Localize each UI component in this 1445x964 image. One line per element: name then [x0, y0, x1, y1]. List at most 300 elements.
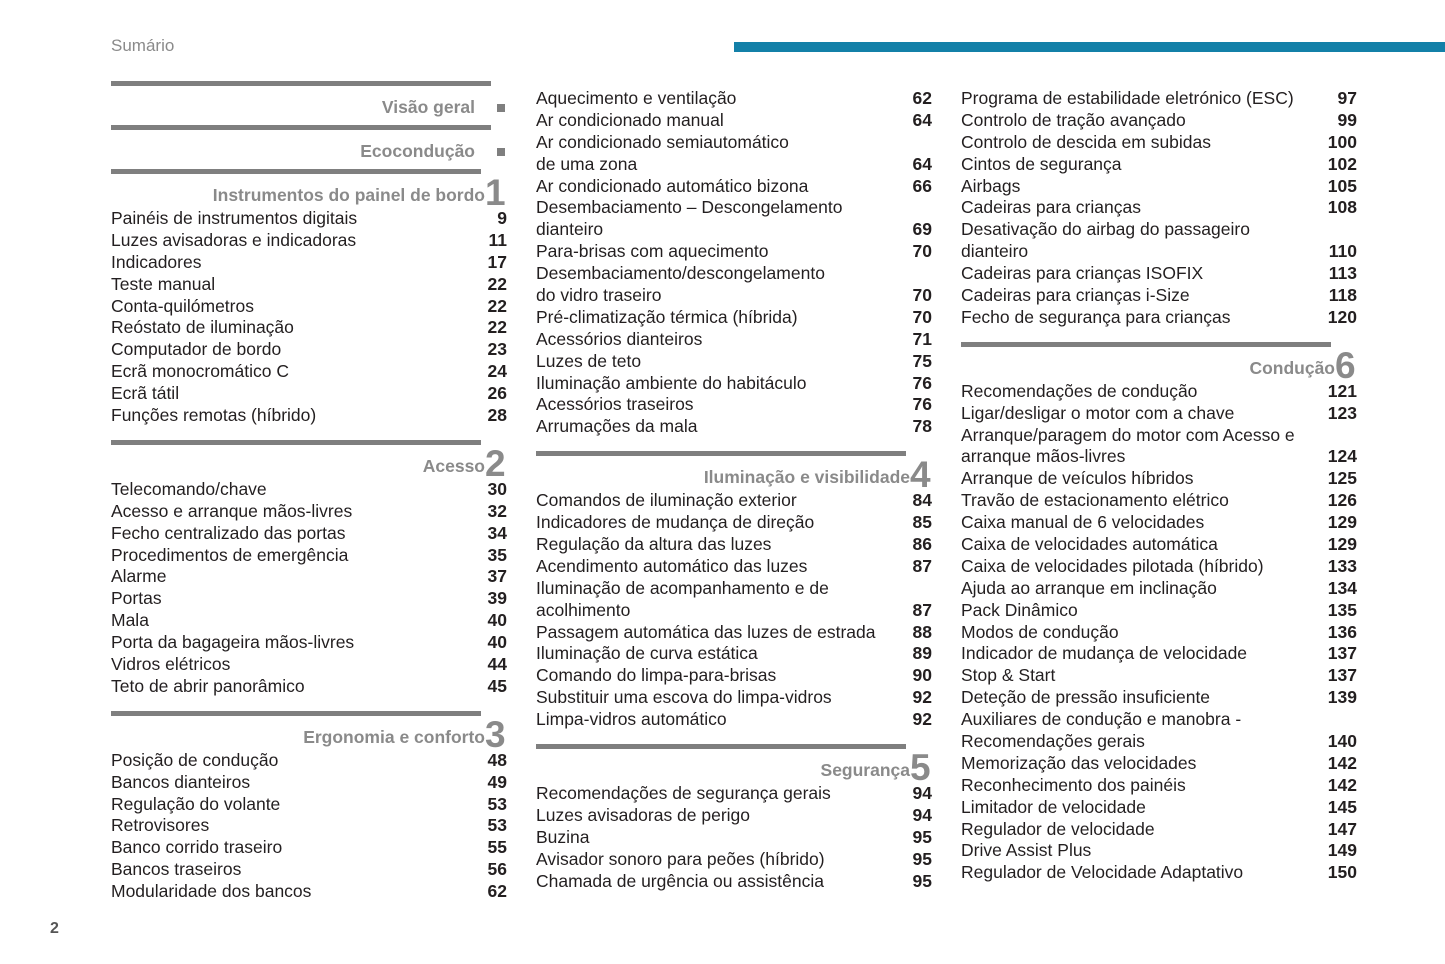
- toc-entry-page: 64: [912, 153, 932, 174]
- toc-entry-label: Cadeiras para crianças ISOFIX: [961, 263, 1204, 284]
- toc-entry-page: 78: [912, 416, 932, 437]
- toc-entry-label: Regulador de Velocidade Adaptativo: [961, 862, 1244, 883]
- toc-entry-label: Reóstato de iluminação: [111, 317, 294, 338]
- toc-entry[interactable]: [961, 490, 1357, 512]
- toc-entry-page: 94: [912, 783, 932, 804]
- toc-entry[interactable]: [961, 176, 1357, 198]
- toc-entry[interactable]: [536, 643, 932, 665]
- toc-entry-label: acolhimento: [536, 599, 631, 620]
- toc-entry-label: Pré-climatização térmica (híbrida): [536, 306, 798, 327]
- toc-entry-page: 71: [912, 328, 932, 349]
- toc-entry[interactable]: [536, 219, 932, 241]
- toc-entry[interactable]: [111, 501, 507, 523]
- toc-entry[interactable]: [961, 307, 1357, 329]
- toc-entry-label: Cadeiras para crianças: [961, 197, 1141, 218]
- section-heading-title: Acesso: [422, 455, 485, 476]
- toc-entry[interactable]: [961, 241, 1357, 263]
- toc-entry[interactable]: [111, 317, 507, 339]
- toc-entry[interactable]: [536, 622, 932, 644]
- toc-entry-page: 129: [1327, 512, 1357, 533]
- toc-entry[interactable]: [111, 361, 507, 383]
- toc-entry-page: 53: [487, 815, 507, 836]
- toc-entry-page: 120: [1327, 306, 1357, 327]
- toc-entry-label: dianteiro: [961, 241, 1029, 262]
- section-title: Sumário: [111, 36, 175, 55]
- toc-entry[interactable]: [536, 687, 932, 709]
- chapter-number: 3: [485, 713, 506, 755]
- toc-entry[interactable]: [536, 849, 932, 871]
- toc-entry-page: 90: [912, 665, 932, 686]
- toc-entry-page: 139: [1327, 687, 1357, 708]
- toc-entry[interactable]: [111, 588, 507, 610]
- section-heading[interactable]: [111, 169, 506, 213]
- toc-entry-label: Painéis de instrumentos digitais: [111, 207, 358, 228]
- toc-entry[interactable]: [111, 383, 507, 405]
- toc-entry-label: Regulação do volante: [111, 793, 281, 814]
- toc-entry[interactable]: [111, 654, 507, 676]
- toc-entry[interactable]: [961, 753, 1357, 775]
- toc-entry-page: 126: [1327, 490, 1357, 511]
- toc-entry-page: 70: [912, 241, 932, 262]
- section-heading-title: Iluminação e visibilidade: [703, 467, 910, 488]
- toc-entry-label: Indicadores de mudança de direção: [536, 512, 815, 533]
- toc-entry[interactable]: [961, 110, 1357, 132]
- toc-entry[interactable]: [536, 490, 932, 512]
- toc-entry-page: 92: [912, 687, 932, 708]
- toc-entry-label: Modularidade dos bancos: [111, 881, 312, 902]
- toc-entry-label: Fecho de segurança para crianças: [961, 306, 1231, 327]
- toc-entry-page: 34: [487, 522, 507, 543]
- toc-entry-label: Recomendações gerais: [961, 731, 1145, 752]
- toc-entry[interactable]: [961, 88, 1357, 110]
- toc-entry-label: Acendimento automático das luzes: [536, 555, 808, 576]
- toc-entry-page: 69: [912, 219, 932, 240]
- toc-entry-page: 87: [912, 555, 932, 576]
- toc-entry-label: Limpa-vidros automático: [536, 709, 727, 730]
- toc-entry[interactable]: [536, 534, 932, 556]
- toc-entry-page: 137: [1327, 643, 1357, 664]
- toc-entry-page: 105: [1327, 175, 1357, 196]
- toc-entry[interactable]: [111, 610, 507, 632]
- toc-entry-label: Cadeiras para crianças i-Size: [961, 285, 1190, 305]
- toc-entry[interactable]: [536, 110, 932, 132]
- toc-entry-label: Funções remotas (híbrido): [111, 405, 317, 425]
- toc-entry-label: Cintos de segurança: [961, 153, 1122, 174]
- toc-entry-page: 26: [487, 383, 507, 404]
- section-heading-title: Ergonomia e conforto: [303, 726, 485, 747]
- toc-entry-label: Ajuda ao arranque em inclinação: [961, 577, 1217, 598]
- toc-entry-page: 40: [487, 610, 507, 631]
- chapter-number: 2: [485, 442, 506, 484]
- toc-entry-page: 142: [1327, 752, 1357, 773]
- toc-entry[interactable]: [961, 709, 1357, 731]
- toc-entry-label: Banco corrido traseiro: [111, 837, 283, 858]
- toc-entry-page: 95: [912, 870, 932, 891]
- toc-entry[interactable]: [961, 556, 1357, 578]
- toc-entry-label: Iluminação ambiente do habitáculo: [536, 372, 807, 393]
- section-heading[interactable]: [536, 451, 931, 496]
- section-heading[interactable]: [111, 125, 491, 166]
- toc-entry-page: 35: [487, 544, 507, 565]
- toc-entry-page: 56: [487, 859, 507, 880]
- toc-entry-page: 99: [1337, 109, 1357, 130]
- toc-entry-page: 23: [487, 339, 507, 360]
- toc-entry-label: Auxiliares de condução e manobra -: [961, 709, 1242, 730]
- toc-entry-page: 86: [912, 534, 932, 555]
- header-accent-bar: [734, 42, 1445, 52]
- toc-entry-label: Portas: [111, 588, 162, 609]
- toc-entry[interactable]: [536, 88, 932, 110]
- toc-entry[interactable]: [961, 819, 1357, 841]
- toc-entry-page: 137: [1327, 665, 1357, 686]
- toc-entry[interactable]: [961, 403, 1357, 425]
- toc-entry[interactable]: [961, 622, 1357, 644]
- toc-entry[interactable]: [536, 307, 932, 329]
- toc-entry-label: Mala: [111, 610, 149, 631]
- toc-entry-label: Acessórios dianteiros: [536, 328, 703, 349]
- page-number: 2: [50, 920, 59, 937]
- toc-entry[interactable]: [111, 296, 507, 318]
- toc-entry-label: Reconhecimento dos painéis: [961, 774, 1186, 795]
- toc-entry[interactable]: [536, 176, 932, 198]
- toc-entry-page: 88: [912, 621, 932, 642]
- toc-entry-label: Substituir uma escova do limpa-vidros: [536, 687, 832, 708]
- toc-entry-page: 100: [1327, 131, 1357, 152]
- toc-entry-label: Caixa manual de 6 velocidades: [961, 512, 1205, 533]
- toc-entry-page: 136: [1327, 621, 1357, 642]
- toc-entry[interactable]: [536, 154, 932, 176]
- toc-entry-page: 133: [1327, 555, 1357, 576]
- toc-entry-page: 97: [1337, 87, 1357, 108]
- toc-entry[interactable]: [111, 815, 507, 837]
- toc-entry-page: 118: [1328, 285, 1357, 305]
- toc-entry-page: 92: [912, 709, 932, 730]
- toc-entry-page: 45: [487, 675, 507, 696]
- toc-entry[interactable]: [961, 468, 1357, 490]
- toc-entry[interactable]: [536, 709, 932, 731]
- section-heading-title: Condução: [1249, 357, 1335, 378]
- toc-entry[interactable]: [961, 285, 1357, 307]
- toc-entry-label: Alarme: [111, 566, 167, 587]
- toc-entry-page: 108: [1327, 197, 1357, 218]
- toc-entry-label: Recomendações de condução: [961, 380, 1198, 401]
- toc-entry-page: 76: [912, 394, 932, 415]
- toc-entry-label: Arranque de veículos híbridos: [961, 468, 1194, 489]
- toc-entry[interactable]: [111, 676, 507, 698]
- toc-entry-label: de uma zona: [536, 153, 638, 174]
- toc-entry-page: 95: [912, 826, 932, 847]
- toc-column-1: [111, 78, 507, 903]
- toc-entry[interactable]: [536, 329, 932, 351]
- toc-entry-label: Ecrã tátil: [111, 383, 180, 404]
- toc-entry-page: 135: [1327, 599, 1357, 620]
- chapter-number: 1: [485, 172, 506, 213]
- toc-entry-label: Arrumações da mala: [536, 416, 698, 437]
- toc-entry-label: Airbags: [961, 175, 1021, 196]
- toc-entry-label: Retrovisores: [111, 815, 210, 836]
- toc-entry-page: 95: [912, 848, 932, 869]
- toc-entry-label: Acessórios traseiros: [536, 394, 694, 415]
- toc-entry[interactable]: [536, 512, 932, 534]
- toc-entry-label: Iluminação de curva estática: [536, 643, 758, 664]
- toc-entry[interactable]: [111, 523, 507, 545]
- toc-entry[interactable]: [111, 230, 507, 252]
- toc-entry[interactable]: [111, 794, 507, 816]
- toc-entry-page: 9: [497, 207, 507, 228]
- section-heading[interactable]: [536, 744, 931, 789]
- toc-entry-page: 62: [912, 87, 932, 108]
- toc-entry[interactable]: [961, 512, 1357, 534]
- toc-entry[interactable]: [111, 274, 507, 296]
- toc-entry[interactable]: [536, 665, 932, 687]
- toc-entry-label: Pack Dinâmico: [961, 599, 1078, 620]
- toc-entry-page: 94: [912, 804, 932, 825]
- toc-entry-label: Memorização das velocidades: [961, 752, 1197, 773]
- toc-entry-label: Passagem automática das luzes de estrada: [536, 621, 876, 642]
- toc-entry-page: 147: [1327, 818, 1357, 839]
- toc-entry[interactable]: [536, 241, 932, 263]
- toc-entry-page: 48: [487, 749, 507, 770]
- section-heading[interactable]: [111, 81, 491, 122]
- toc-entry[interactable]: [961, 731, 1357, 753]
- toc-entry[interactable]: [536, 263, 932, 285]
- toc-entry[interactable]: [536, 416, 932, 438]
- toc-entry[interactable]: [536, 197, 932, 219]
- toc-entry-label: Regulador de velocidade: [961, 818, 1155, 839]
- toc-entry[interactable]: [536, 827, 932, 849]
- toc-entry[interactable]: [961, 578, 1357, 600]
- toc-entry-label: Deteção de pressão insuficiente: [961, 687, 1211, 708]
- toc-entry-label: Avisador sonoro para peões (híbrido): [536, 848, 825, 869]
- toc-entry-label: Vidros elétricos: [111, 654, 231, 675]
- toc-entry-page: 53: [487, 793, 507, 814]
- toc-entry[interactable]: [961, 643, 1357, 665]
- toc-entry[interactable]: [536, 600, 932, 622]
- section-marker-square: [497, 104, 505, 112]
- toc-entry-label: Buzina: [536, 826, 590, 847]
- toc-entry-label: Ar condicionado manual: [536, 109, 724, 130]
- toc-entry-page: 64: [912, 109, 932, 130]
- toc-entry-label: Posição de condução: [111, 749, 279, 770]
- toc-entry-page: 76: [912, 372, 932, 393]
- toc-entry-page: 124: [1327, 446, 1357, 467]
- toc-entry-label: Programa de estabilidade eletrónico (ESC): [961, 87, 1294, 108]
- chapter-number: 4: [910, 454, 931, 496]
- toc-entry[interactable]: [536, 132, 932, 154]
- toc-entry-label: Fecho centralizado das portas: [111, 522, 346, 543]
- section-heading[interactable]: [961, 342, 1356, 386]
- toc-entry-page: 123: [1327, 402, 1357, 423]
- toc-entry-label: Caixa de velocidades automática: [961, 534, 1218, 555]
- toc-entry-label: Porta da bagageira mãos-livres: [111, 632, 355, 653]
- toc-entry-page: 66: [912, 175, 932, 196]
- toc-entry-label: Caixa de velocidades pilotada (híbrido): [961, 555, 1264, 576]
- toc-entry-label: Aquecimento e ventilação: [536, 87, 737, 108]
- toc-entry[interactable]: [961, 446, 1357, 468]
- toc-entry-label: Ar condicionado automático bizona: [536, 175, 809, 196]
- toc-entry[interactable]: [111, 479, 507, 501]
- toc-entry[interactable]: [536, 578, 932, 600]
- section-heading-title: Instrumentos do painel de bordo: [212, 185, 485, 205]
- toc-entry-page: 70: [912, 285, 932, 305]
- toc-entry-page: 125: [1327, 468, 1357, 489]
- toc-entry[interactable]: [536, 871, 932, 893]
- toc-entry[interactable]: [961, 197, 1357, 219]
- toc-entry[interactable]: [536, 556, 932, 578]
- toc-entry-page: 75: [912, 350, 932, 371]
- toc-entry-page: 55: [487, 837, 507, 858]
- toc-entry[interactable]: [961, 862, 1357, 884]
- toc-entry[interactable]: [961, 600, 1357, 622]
- toc-entry-label: Comandos de iluminação exterior: [536, 490, 797, 511]
- toc-entry-label: Computador de bordo: [111, 339, 282, 360]
- toc-entry-label: Ligar/desligar o motor com a chave: [961, 402, 1235, 423]
- toc-entry-label: Controlo de descida em subidas: [961, 131, 1212, 152]
- toc-entry-label: Desembaciamento/descongelamento: [536, 263, 825, 284]
- toc-entry-label: Comando do limpa-para-brisas: [536, 665, 777, 686]
- toc-entry-page: 113: [1328, 263, 1357, 284]
- toc-entry-label: Indicador de mudança de velocidade: [961, 643, 1248, 664]
- toc-entry[interactable]: [536, 285, 932, 307]
- toc-entry-page: 110: [1328, 241, 1357, 262]
- toc-entry-label: dianteiro: [536, 219, 604, 240]
- toc-entry[interactable]: [961, 687, 1357, 709]
- toc-entry-page: 22: [487, 295, 507, 316]
- toc-entry-page: 140: [1327, 731, 1357, 752]
- toc-entry[interactable]: [111, 339, 507, 361]
- toc-entry-page: 17: [487, 251, 507, 272]
- toc-entry-page: 39: [487, 588, 507, 609]
- toc-entry[interactable]: [961, 775, 1357, 797]
- toc-entry-label: Luzes de teto: [536, 350, 642, 371]
- toc-entry-page: 121: [1327, 380, 1357, 401]
- toc-entry-label: Acesso e arranque mãos-livres: [111, 500, 353, 521]
- toc-entry-label: Telecomando/chave: [111, 478, 267, 499]
- toc-entry-label: Controlo de tração avançado: [961, 109, 1186, 130]
- toc-entry-page: 37: [487, 566, 507, 587]
- toc-entry-label: Regulação da altura das luzes: [536, 534, 772, 555]
- toc-entry-label: Stop & Start: [961, 665, 1056, 686]
- toc-entry-label: Travão de estacionamento elétrico: [961, 490, 1229, 511]
- toc-entry-label: Chamada de urgência ou assistência: [536, 870, 824, 891]
- toc-entry-page: 22: [487, 317, 507, 338]
- toc-entry-label: Luzes avisadoras e indicadoras: [111, 229, 357, 250]
- toc-entry-label: arranque mãos-livres: [961, 446, 1126, 467]
- toc-entry[interactable]: [961, 665, 1357, 687]
- toc-entry[interactable]: [111, 881, 507, 903]
- toc-entry-page: 142: [1327, 774, 1357, 795]
- toc-entry[interactable]: [111, 405, 507, 427]
- toc-entry-label: do vidro traseiro: [536, 285, 662, 305]
- toc-entry-page: 102: [1327, 153, 1357, 174]
- toc-entry-label: Arranque/paragem do motor com Acesso e: [961, 424, 1295, 445]
- toc-entry[interactable]: [111, 252, 507, 274]
- toc-entry-page: 149: [1327, 840, 1357, 861]
- toc-entry[interactable]: [536, 805, 932, 827]
- toc-entry[interactable]: [961, 381, 1357, 403]
- toc-entry[interactable]: [961, 219, 1357, 241]
- toc-entry[interactable]: [961, 534, 1357, 556]
- toc-entry-label: Para-brisas com aquecimento: [536, 241, 769, 262]
- toc-entry-page: 30: [487, 478, 507, 499]
- toc-column-3: [961, 88, 1357, 884]
- chapter-number: 5: [910, 747, 931, 789]
- toc-entry-label: Teste manual: [111, 273, 216, 294]
- toc-entry-label: Modos de condução: [961, 621, 1119, 642]
- toc-entry-page: 129: [1327, 534, 1357, 555]
- toc-entry-label: Bancos traseiros: [111, 859, 242, 880]
- toc-entry[interactable]: [111, 772, 507, 794]
- toc-entry[interactable]: [111, 837, 507, 859]
- toc-entry[interactable]: [111, 566, 507, 588]
- toc-entry[interactable]: [961, 154, 1357, 176]
- section-heading-title: Visão geral: [381, 97, 475, 117]
- toc-entry-page: 44: [487, 654, 507, 675]
- toc-entry[interactable]: [961, 263, 1357, 285]
- toc-entry-label: Teto de abrir panorâmico: [111, 675, 305, 696]
- toc-entry-label: Ar condicionado semiautomático: [536, 131, 789, 152]
- toc-entry[interactable]: [536, 351, 932, 373]
- toc-entry[interactable]: [111, 750, 507, 772]
- toc-entry[interactable]: [111, 208, 507, 230]
- chapter-number: 6: [1335, 344, 1356, 386]
- toc-entry-label: Luzes avisadoras de perigo: [536, 804, 751, 825]
- toc-entry-page: 24: [487, 361, 507, 382]
- toc-entry[interactable]: [111, 859, 507, 881]
- toc-entry-label: Ecrã monocromático C: [111, 361, 289, 382]
- toc-entry[interactable]: [536, 783, 932, 805]
- toc-entry-label: Recomendações de segurança gerais: [536, 783, 831, 804]
- toc-entry[interactable]: [961, 797, 1357, 819]
- toc-entry[interactable]: [961, 132, 1357, 154]
- toc-entry-label: Limitador de velocidade: [961, 796, 1146, 817]
- toc-entry-label: Drive Assist Plus: [961, 840, 1092, 861]
- toc-entry[interactable]: [111, 545, 507, 567]
- toc-entry-page: 145: [1327, 796, 1357, 817]
- section-heading-title: Segurança: [820, 760, 910, 781]
- toc-entry-page: 40: [487, 632, 507, 653]
- toc-entry-page: 89: [912, 643, 932, 664]
- toc-column-2: [536, 88, 932, 893]
- toc-entry-page: 150: [1327, 862, 1357, 883]
- toc-entry[interactable]: [961, 841, 1357, 863]
- toc-entry-page: 84: [912, 490, 932, 511]
- section-heading-title: Ecocondução: [360, 141, 475, 161]
- toc-entry-label: Procedimentos de emergência: [111, 544, 349, 565]
- section-marker-square: [497, 148, 505, 156]
- section-heading[interactable]: [111, 711, 506, 755]
- toc-entry[interactable]: [961, 425, 1357, 447]
- toc-entry-page: 28: [487, 405, 507, 425]
- toc-entry[interactable]: [536, 394, 932, 416]
- toc-entry-label: Indicadores: [111, 251, 202, 272]
- toc-entry-label: Desativação do airbag do passageiro: [961, 219, 1250, 240]
- toc-entry-page: 22: [487, 273, 507, 294]
- toc-entry-label: Iluminação de acompanhamento e de: [536, 577, 829, 598]
- toc-entry-page: 32: [487, 500, 507, 521]
- toc-entry-label: Desembaciamento – Descongelamento: [536, 197, 843, 218]
- toc-entry-page: 49: [487, 771, 507, 792]
- toc-entry[interactable]: [111, 632, 507, 654]
- toc-entry-page: 85: [912, 512, 932, 533]
- toc-entry-page: 62: [487, 881, 507, 902]
- toc-entry-page: 87: [912, 599, 932, 620]
- toc-entry[interactable]: [536, 373, 932, 395]
- toc-entry-label: Bancos dianteiros: [111, 771, 251, 792]
- toc-entry-page: 134: [1327, 577, 1357, 598]
- section-heading[interactable]: [111, 440, 506, 484]
- toc-entry-page: 11: [488, 229, 507, 250]
